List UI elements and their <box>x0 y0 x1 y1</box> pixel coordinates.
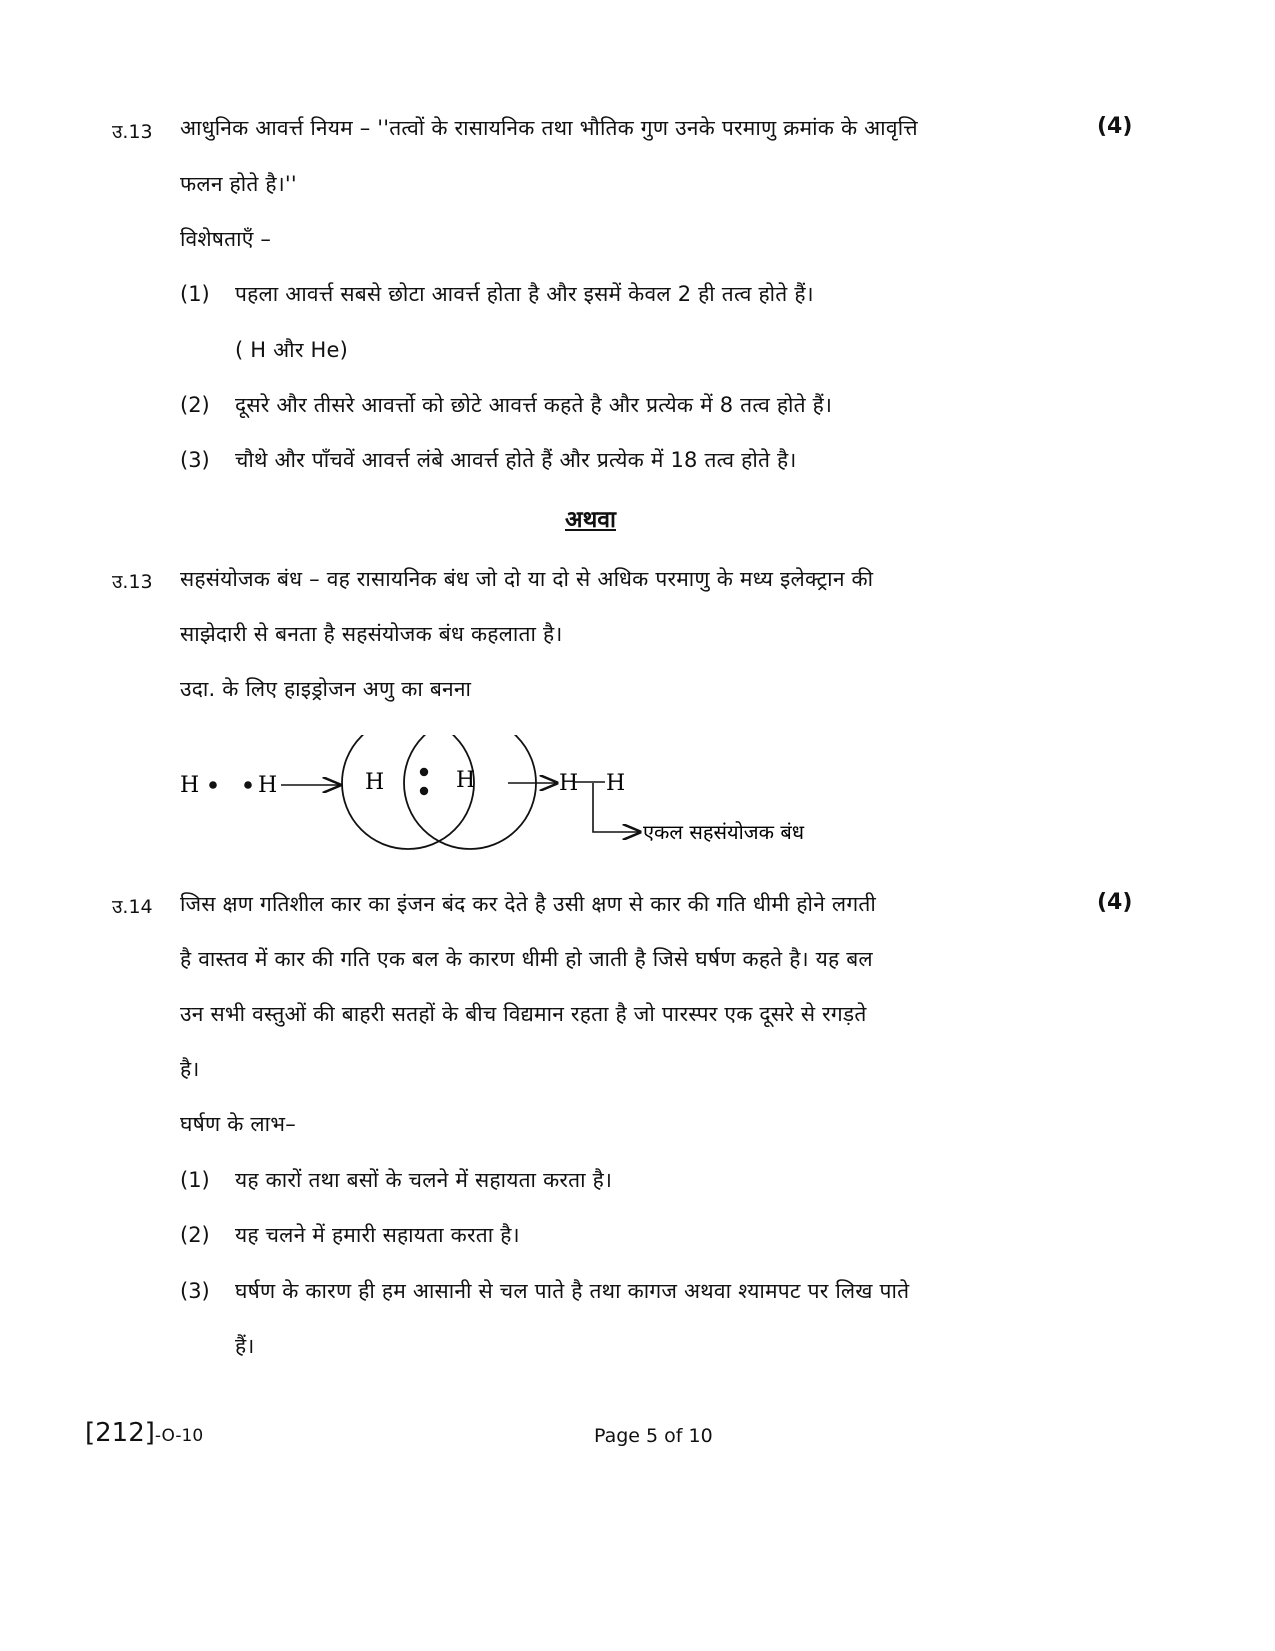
hydrogen-atom-right: H <box>258 773 278 798</box>
hydrogen-molecule-diagram <box>175 735 895 885</box>
or-heading: अथवा <box>565 507 617 533</box>
covalent-bond-line1: सहसंयोजक बंध – वह रासायनिक बंध जो दो या दो से अधिक परमाणु के मध्य इलेक्ट्रान की <box>180 567 874 591</box>
paper-code-main: [212] <box>85 1418 155 1448</box>
benefits-heading: घर्षण के लाभ– <box>180 1112 296 1136</box>
product-hydrogen-1: H <box>559 771 579 796</box>
list-item-number: (3) <box>180 1279 210 1303</box>
list-item-text: यह चलने में हमारी सहायता करता है। <box>235 1223 520 1247</box>
question-number: उ.14 <box>112 896 153 918</box>
q14-line4: है। <box>180 1057 200 1081</box>
q13-law-line2: फलन होते है।'' <box>180 172 297 196</box>
list-item-text-continued: ( H और He) <box>235 338 348 362</box>
list-item-number: (2) <box>180 1223 210 1247</box>
electron-dot <box>209 781 217 789</box>
features-heading: विशेषताएँ – <box>180 227 272 251</box>
hydrogen-atom-left: H <box>180 773 200 798</box>
list-item-text: यह कारों तथा बसों के चलने में सहायता करता है। <box>235 1168 613 1192</box>
list-item-text: दूसरे और तीसरे आवर्त्तो को छोटे आवर्त्त कहते है और प्रत्येक में 8 तत्व होते हैं। <box>235 393 833 417</box>
shared-electron-dot <box>420 787 428 795</box>
circle-hydrogen-left: H <box>365 770 385 795</box>
paper-code-suffix: -O-10 <box>154 1426 204 1446</box>
list-item-number: (2) <box>180 393 210 417</box>
marks-label: (4) <box>1097 114 1133 139</box>
example-line: उदा. के लिए हाइड्रोजन अणु का बनना <box>180 677 472 701</box>
list-item-number: (3) <box>180 448 210 472</box>
list-item-text: चौथे और पाँचवें आवर्त्त लंबे आवर्त्त होते हैं और प्रत्येक में 18 तत्व होते है। <box>235 448 797 472</box>
q14-line1: जिस क्षण गतिशील कार का इंजन बंद कर देते है उसी क्षण से कार की गति धीमी होने लगती <box>180 892 877 916</box>
q13-law-line1: आधुनिक आवर्त्त नियम – ''तत्वों के रासायनिक तथा भौतिक गुण उनके परमाणु क्रमांक के आवृत्ति <box>180 116 918 140</box>
paper-code <box>85 1418 203 1448</box>
bond-label: एकल सहसंयोजक बंध <box>643 820 805 844</box>
atom-orbit-left <box>342 735 474 849</box>
product-hydrogen-2: H <box>606 771 626 796</box>
q14-line3: उन सभी वस्तुओं की बाहरी सतहों के बीच विद्यमान रहता है जो पारस्पर एक दूसरे से रगड़ते <box>180 1002 867 1026</box>
question-number: उ.13 <box>112 121 153 143</box>
q14-line2: है वास्तव में कार की गति एक बल के कारण धीमी हो जाती है जिसे घर्षण कहते है। यह बल <box>180 947 873 971</box>
list-item-text: घर्षण के कारण ही हम आसानी से चल पाते है तथा कागज अथवा श्यामपट पर लिख पाते <box>235 1279 910 1303</box>
shared-electron-dot <box>420 768 428 776</box>
page-number: Page 5 of 10 <box>594 1425 713 1447</box>
list-item-text: पहला आवर्त्त सबसे छोटा आवर्त्त होता है और इसमें केवल 2 ही तत्व होते हैं। <box>235 282 814 306</box>
marks-label: (4) <box>1097 890 1133 915</box>
list-item-number: (1) <box>180 1168 210 1192</box>
circle-hydrogen-right: H <box>456 768 476 793</box>
question-number: उ.13 <box>112 571 153 593</box>
electron-dot <box>244 781 252 789</box>
list-item-text-continued: हैं। <box>235 1334 255 1358</box>
covalent-bond-line2: साझेदारी से बनता है सहसंयोजक बंध कहलाता है। <box>180 622 563 646</box>
list-item-number: (1) <box>180 282 210 306</box>
